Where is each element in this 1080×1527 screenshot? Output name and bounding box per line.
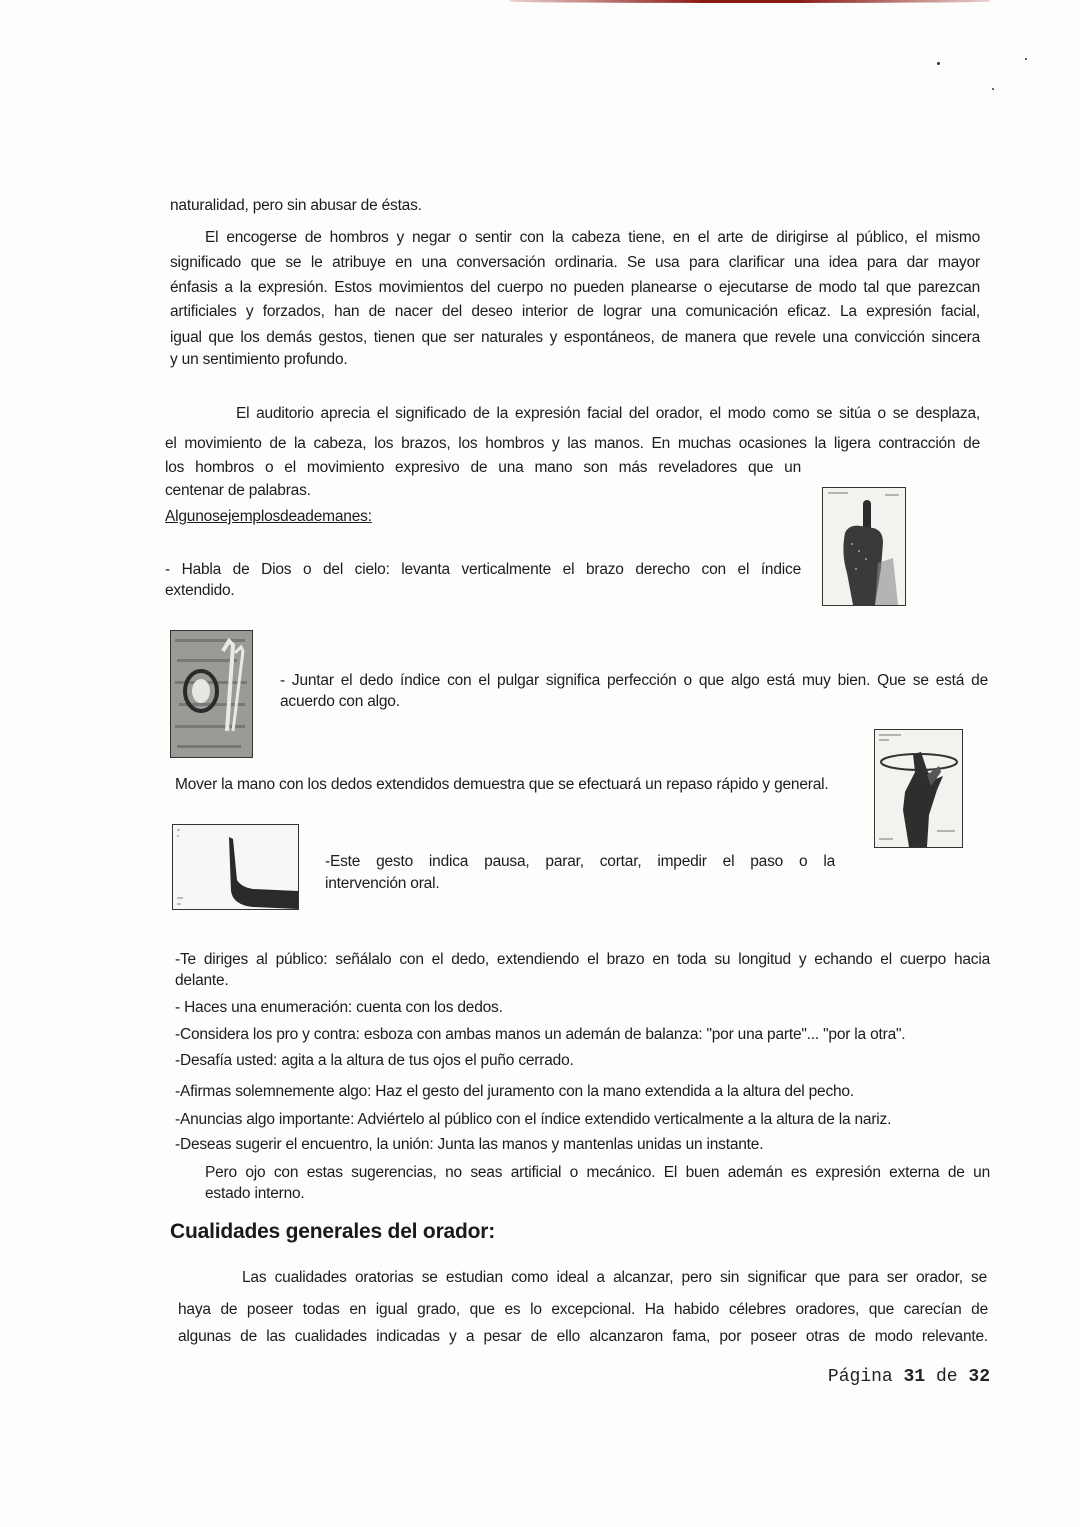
stop-hand-icon: [173, 825, 298, 909]
tip-item: -Desafía usted: agita a la altura de tus ojos el puño cerrado.: [175, 1052, 574, 1069]
gesture-text: - Habla de Dios o del cielo: levanta verticalmente el brazo derecho con el índice: [165, 561, 801, 578]
page-of: de: [935, 1367, 958, 1387]
text-line: El encogerse de hombros y negar o sentir con la cabeza tiene, en el arte de dirigirse al público, el mismo: [205, 229, 980, 246]
text-line: artificiales y forzados, han de nacer del deseo interior de lograr una comunicación eficaz. La expresión facial,: [170, 303, 980, 320]
examples-heading: Algunosejemplosdeademanes:: [165, 508, 372, 525]
gesture-text: - Juntar el dedo índice con el pulgar significa perfección o que algo está muy bien. Que se está de: [280, 672, 988, 689]
ok-hand-icon: [171, 631, 252, 757]
gesture-text: extendido.: [165, 582, 235, 599]
text-line: naturalidad, pero sin abusar de éstas.: [170, 197, 422, 214]
text-line: haya de poseer todas en igual grado, que es lo excepcional. Ha habido célebres oradores, que carecían de: [178, 1301, 988, 1318]
ok-hand-illustration: [170, 630, 253, 758]
tip-item: delante.: [175, 972, 229, 989]
page-current: 31: [903, 1367, 926, 1387]
text-line: El auditorio aprecia el significado de la expresión facial del orador, el modo como se sitúa o se desplaza,: [236, 405, 980, 422]
tip-item: -Deseas sugerir el encuentro, la unión: Junta las manos y mantenlas unidas un instante.: [175, 1136, 764, 1153]
gesture-text: Mover la mano con los dedos extendidos demuestra que se efectuará un repaso rápido y general.: [175, 776, 829, 793]
page-number: [828, 1367, 990, 1387]
tip-item: -Te diriges al público: señálalo con el dedo, extendiendo el brazo en toda su longitud y echando el cuerpo hacia: [175, 951, 990, 968]
warning-text: estado interno.: [205, 1185, 305, 1202]
page-label: Página: [827, 1367, 893, 1387]
text-line: y un sentimiento profundo.: [170, 351, 348, 368]
tip-item: -Considera los pro y contra: esboza con ambas manos un ademán de balanza: "por una parte"... "por la otra".: [175, 1026, 906, 1043]
text-line: el movimiento de la cabeza, los brazos, los hombros y las manos. En muchas ocasiones la ligera contracción de: [165, 435, 980, 452]
text-line: centenar de palabras.: [165, 482, 311, 499]
gesture-text: intervención oral.: [325, 875, 440, 892]
text-line: significado que se le atribuye en una conversación ordinaria. Se usa para clarificar una idea para dar mayor: [170, 254, 980, 271]
circling-hand-illustration: [874, 729, 963, 848]
scan-speck: [937, 62, 940, 65]
tip-item: -Anuncias algo importante: Adviértelo al público con el índice extendido verticalmente a la altura de la nariz.: [175, 1111, 892, 1128]
circling-hand-icon: [875, 730, 962, 847]
index-finger-up-illustration: [822, 487, 906, 606]
text-line: énfasis a la expresión. Estos movimientos del cuerpo no pueden planearse o ejecutarse de modo tal que parezcan: [170, 279, 980, 296]
stop-hand-illustration: [172, 824, 299, 910]
text-line: los hombros o el movimiento expresivo de una mano son más reveladores que un: [165, 459, 801, 476]
scan-speck: [1025, 58, 1027, 60]
page-top-edge: [510, 0, 990, 3]
page-total: 32: [968, 1367, 990, 1387]
gesture-text: -Este gesto indica pausa, parar, cortar, impedir el paso o la: [325, 853, 835, 870]
text-line: igual que los demás gestos, tienen que ser naturales y espontáneos, de manera que revele una convicción sincera: [170, 329, 980, 346]
hand-pointing-up-icon: [823, 488, 905, 605]
gesture-text: acuerdo con algo.: [280, 693, 400, 710]
text-line: algunas de las cualidades indicadas y a pesar de ello alcanzaron fama, por poseer otras de modo relevante.: [178, 1328, 988, 1345]
tip-item: - Haces una enumeración: cuenta con los dedos.: [175, 999, 503, 1016]
section-title: Cualidades generales del orador:: [170, 1220, 496, 1243]
text-line: Las cualidades oratorias se estudian como ideal a alcanzar, pero sin significar que para ser orador, se: [242, 1269, 987, 1286]
scan-speck: [992, 88, 994, 90]
warning-text: Pero ojo con estas sugerencias, no seas artificial o mecánico. El buen ademán es expresión externa de un: [205, 1164, 990, 1181]
tip-item: -Afirmas solemnemente algo: Haz el gesto del juramento con la mano extendida a la altura del pecho.: [175, 1083, 854, 1100]
